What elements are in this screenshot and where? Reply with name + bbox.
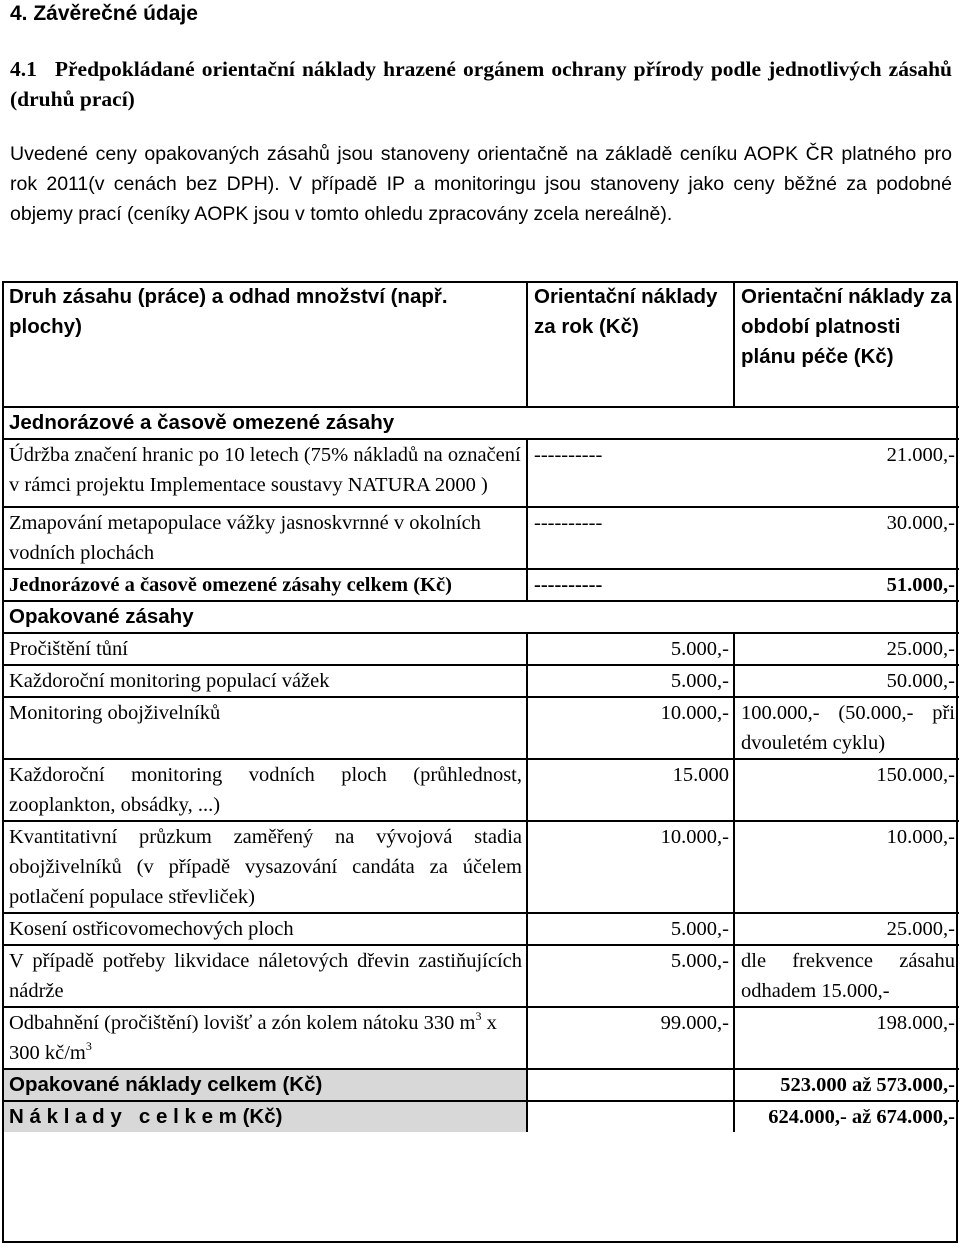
- row-description: Každoroční monitoring populací vážek: [3, 665, 527, 697]
- grand-total-value: 624.000,- až 674.000,-: [734, 1101, 959, 1132]
- section-number: 4.1: [10, 57, 37, 81]
- intro-paragraph: Uvedené ceny opakovaných zásahů jsou stanoveny orientačně na základě ceníku AOPK ČR platného pro rok 2011(v cenách bez DPH). V případě IP a monitoringu jsou stanoveny jako ceny běžné za podobné objemy prací (ceníky AOPK jsou v tomto ohledu zpracovány zcela nereálně).: [10, 143, 952, 225]
- subtotal-total: 523.000 až 573.000,-: [734, 1069, 959, 1101]
- row-description: Kvantitativní průzkum zaměřený na vývojová stadia obojživelníků (v případě vysazování candáta za účelem potlačení populace střevliček): [3, 821, 527, 913]
- table-row: [3, 945, 959, 1007]
- table-row: [3, 633, 959, 665]
- row-total-cost: 25.000,-: [734, 913, 959, 945]
- row-description: Zmapování metapopulace vážky jasnoskvrnné v okolních vodních plochách: [3, 507, 527, 569]
- subtotal-label: Opakované náklady celkem (Kč): [3, 1069, 527, 1101]
- row-annual-cost: 5.000,-: [527, 633, 734, 665]
- subtotal-annual-empty: [527, 1069, 734, 1101]
- row-total-cost: dle frekvence zásahu odhadem 15.000,-: [734, 945, 959, 1007]
- table-row: [3, 913, 959, 945]
- subtotal-annual: ----------: [527, 569, 734, 601]
- superscript: 3: [85, 1039, 92, 1053]
- row-description: V případě potřeby likvidace náletových dřevin zastiňujících nádrže: [3, 945, 527, 1007]
- table-row: [3, 697, 959, 759]
- recurring-subtotal-row: [3, 1069, 959, 1101]
- row-total-cost: 21.000,-: [734, 439, 959, 507]
- desc-part: Odbahnění (pročištění) lovišť a zón kolem nátoku 330 m: [9, 1012, 476, 1034]
- row-total-cost: 150.000,-: [734, 759, 959, 821]
- row-total-cost: 50.000,-: [734, 665, 959, 697]
- desc-part: x 300 kč/m: [9, 1012, 497, 1064]
- row-description: Údržba značení hranic po 10 letech (75% nákladů na označení v rámci projektu Implementace soustavy NATURA 2000 ): [3, 439, 527, 507]
- recurring-heading: Opakované zásahy: [3, 601, 959, 633]
- table-row: [3, 1007, 959, 1069]
- row-annual-cost: 10.000,-: [527, 821, 734, 913]
- table-row: [3, 507, 959, 569]
- row-description: Každoroční monitoring vodních ploch (průhlednost, zooplankton, obsádky, ...): [3, 759, 527, 821]
- grand-total-label: N á k l a d y c e l k e m (Kč): [3, 1101, 527, 1132]
- grand-total-annual-empty: [527, 1101, 734, 1132]
- cost-table: [3, 282, 959, 1132]
- section-title-text: Předpokládané orientační náklady hrazené orgánem ochrany přírody podle jednotlivých zásahů (druhů prací): [10, 57, 952, 111]
- row-total-cost: 198.000,-: [734, 1007, 959, 1069]
- row-annual-cost: ----------: [527, 439, 734, 507]
- row-total-cost: 25.000,-: [734, 633, 959, 665]
- superscript: 3: [475, 1009, 482, 1023]
- row-description: Kosení ostřicovomechových ploch: [3, 913, 527, 945]
- table-row: [3, 665, 959, 697]
- grand-total-row: [3, 1101, 959, 1132]
- table-row: [3, 439, 959, 507]
- row-description: Pročištění tůní: [3, 633, 527, 665]
- subtotal-label: Jednorázové a časově omezené zásahy celkem (Kč): [3, 569, 527, 601]
- header-total-cost: Orientační náklady za období platnosti plánu péče (Kč): [741, 285, 952, 368]
- row-total-cost: 100.000,- (50.000,- při dvouletém cyklu): [734, 697, 959, 759]
- row-description: [3, 1007, 527, 1069]
- chapter-title: 4. Závěrečné údaje: [10, 2, 198, 25]
- row-annual-cost: 5.000,-: [527, 945, 734, 1007]
- row-annual-cost: 10.000,-: [527, 697, 734, 759]
- table-row: [3, 759, 959, 821]
- header-annual-cost: Orientační náklady za rok (Kč): [527, 282, 734, 407]
- one-time-subtotal-row: [3, 569, 959, 601]
- table-row: [3, 821, 959, 913]
- row-annual-cost: ----------: [527, 507, 734, 569]
- subtotal-total: 51.000,-: [734, 569, 959, 601]
- row-total-cost: 10.000,-: [734, 821, 959, 913]
- row-total-cost: 30.000,-: [734, 507, 959, 569]
- row-annual-cost: 5.000,-: [527, 665, 734, 697]
- row-annual-cost: 5.000,-: [527, 913, 734, 945]
- section-title: [10, 54, 952, 114]
- one-time-heading: Jednorázové a časově omezené zásahy: [3, 407, 959, 439]
- row-annual-cost: 99.000,-: [527, 1007, 734, 1069]
- header-intervention: Druh zásahu (práce) a odhad množství (např. plochy): [3, 282, 527, 407]
- row-description: Monitoring obojživelníků: [3, 697, 527, 759]
- row-annual-cost: 15.000: [527, 759, 734, 821]
